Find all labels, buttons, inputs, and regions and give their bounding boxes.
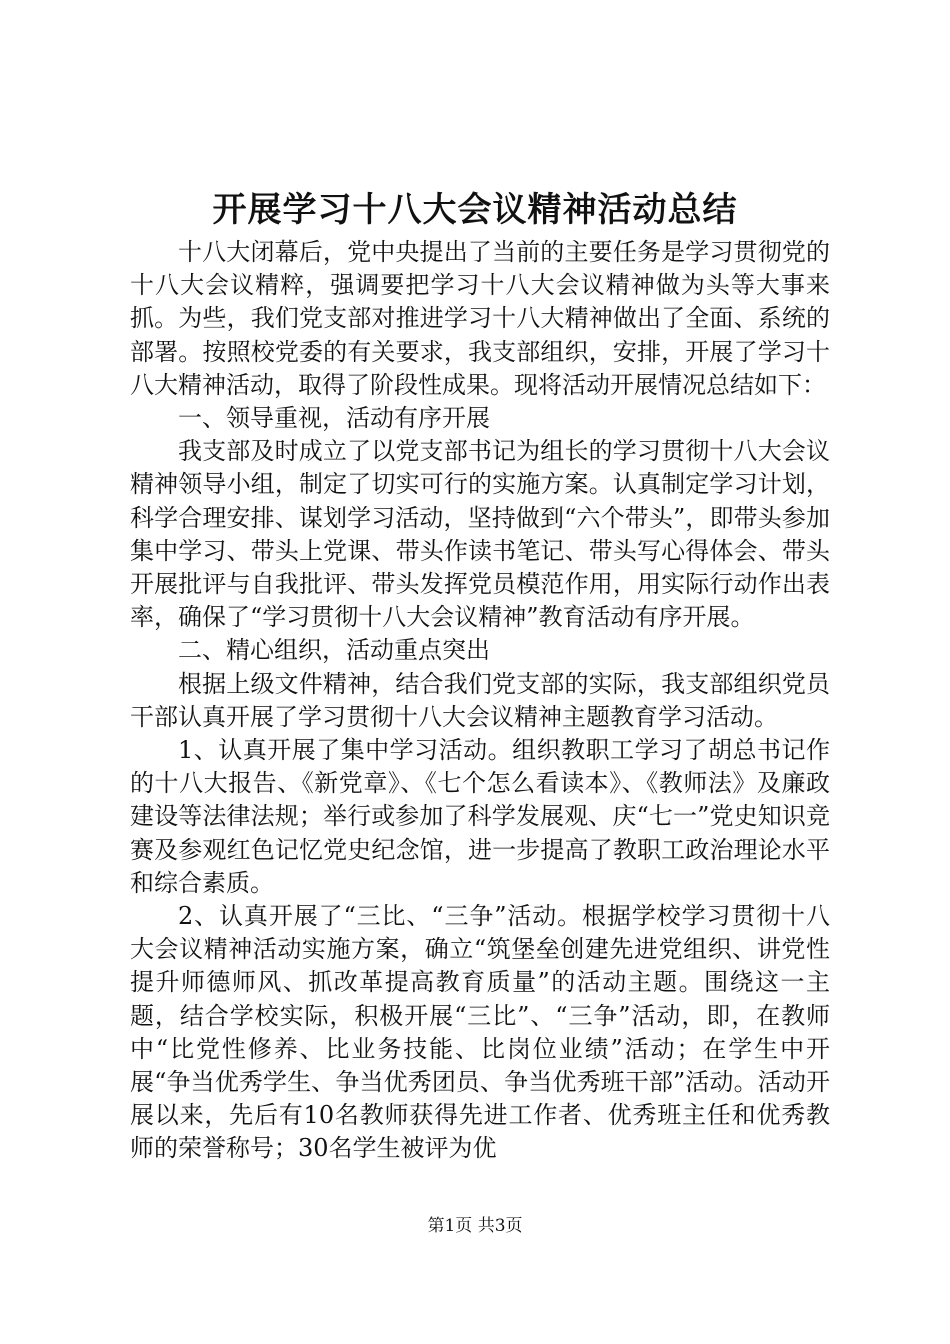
paragraph-section-2: 根据上级文件精神，结合我们党支部的实际，我支部组织党员干部认真开展了学习贯彻十八大会议精神主题教育学习活动。 [130, 669, 830, 731]
paragraph-intro: 十八大闭幕后，党中央提出了当前的主要任务是学习贯彻党的十八大会议精粹，强调要把学习十八大会议精神做为头等大事来抓。为些，我们党支部对推进学习十八大精神做出了全面、系统的部署。按照校党委的有关要求，我支部组织，安排，开展了学习十八大精神活动，取得了阶段性成果。现将活动开展情况总结如下： [130, 238, 830, 399]
page-footer: 第1页 共3页 [427, 1216, 523, 1236]
paragraph-item-1: 1、认真开展了集中学习活动。组织教职工学习了胡总书记作的十八大报告、《新党章》、《七个怎么看读本》、《教师法》及廉政建设等法律法规；举行或参加了科学发展观、庆“七一”党史知识竞赛及参观红色记忆党史纪念馆，进一步提高了教职工政治理论水平和综合素质。 [130, 736, 830, 897]
paragraph-item-2: 2、认真开展了“三比、“三争”活动。根据学校学习贯彻十八大会议精神活动实施方案，确立“筑堡垒创建先进党组织、讲党性提升师德师风、抓改革提高教育质量”的活动主题。围绕这一主题，结合学校实际，积极开展“三比”、“三争”活动，即，在教师中“比党性修养、比业务技能、比岗位业绩”活动；在学生中开展“争当优秀学生、争当优秀团员、争当优秀班干部”活动。活动开展以来，先后有10名教师获得先进工作者、优秀班主任和优秀教师的荣誉称号；30名学生被评为优 [130, 902, 830, 1163]
document-body [130, 236, 830, 1166]
document-title: 开展学习十八大会议精神活动总结 [212, 190, 738, 230]
section-heading-2: 二、精心组织，活动重点突出 [178, 636, 490, 665]
section-heading-1: 一、领导重视，活动有序开展 [178, 404, 490, 433]
paragraph-section-1: 我支部及时成立了以党支部书记为组长的学习贯彻十八大会议精神领导小组，制定了切实可行的实施方案。认真制定学习计划，科学合理安排、谋划学习活动，坚持做到“六个带头”，即带头参加集中学习、带头上党课、带头作读书笔记、带头写心得体会、带头开展批评与自我批评、带头发挥党员模范作用，用实际行动作出表率，确保了“学习贯彻十八大会议精神”教育活动有序开展。 [130, 437, 830, 632]
